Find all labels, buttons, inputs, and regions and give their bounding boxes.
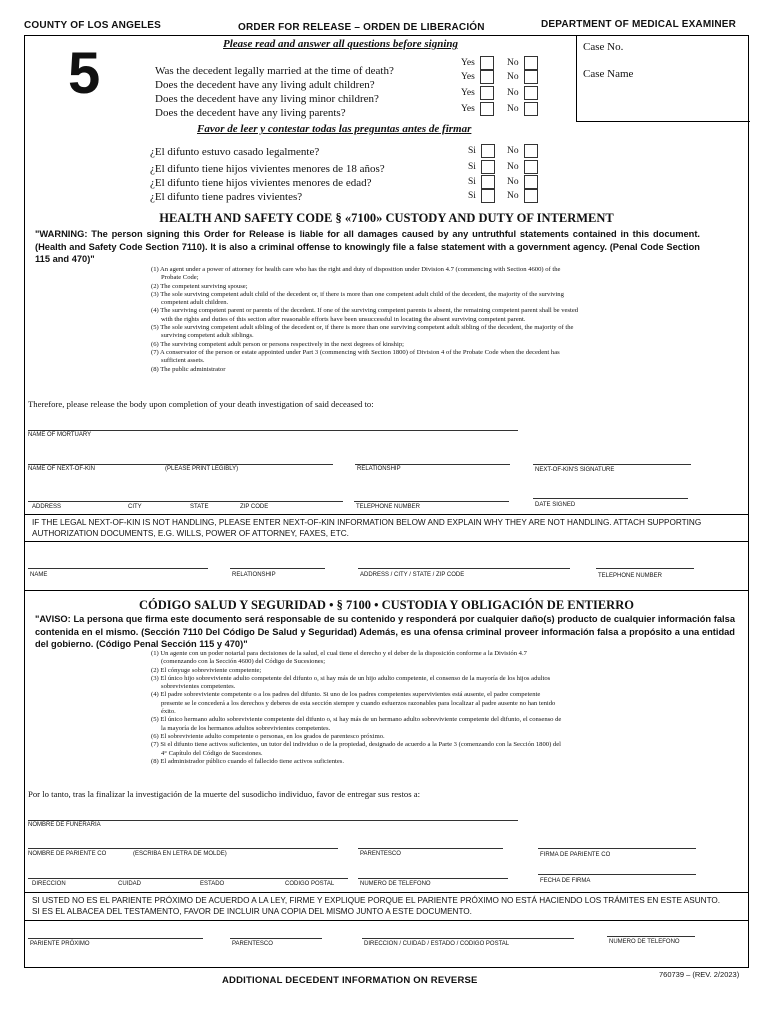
es-alt-name-label: PARIENTE PRÓXIMO <box>30 941 90 947</box>
en-q4-yes-checkbox[interactable] <box>480 102 494 116</box>
en-q3-no: No <box>507 86 538 100</box>
divider <box>24 590 749 591</box>
es-section-title: CÓDIGO SALUD Y SEGURIDAD • § 7100 • CUSTODIA Y OBLIGACIÓN DE ENTIERRO <box>139 598 634 612</box>
alt-name-line[interactable] <box>28 568 208 569</box>
en-warning: "WARNING: The person signing this Order for Release is liable for all damages caused by any untruthful statements contained in this document. (Health and Safety Code Section 7110). It is also a criminal offense to knowingly file a false statement with a government agency. (Penal Code Section 115 and 470)" <box>35 229 700 264</box>
en-q2-no-checkbox[interactable] <box>524 70 538 84</box>
es-nok-name-label: NOMBRE DE PARIENTE CO <box>28 851 107 857</box>
case-name-label: Case Name <box>583 68 634 80</box>
divider <box>24 514 749 515</box>
es-telephone-line[interactable] <box>358 878 508 879</box>
es-date-label: FECHA DE FIRMA <box>540 878 591 884</box>
alt-relationship-line[interactable] <box>230 568 325 569</box>
divider <box>24 541 749 542</box>
es-q4-no: No <box>507 189 538 203</box>
es-print-label: (ESCRIBA EN LETRA DE MOLDE) <box>133 851 227 857</box>
en-instruction: Please read and answer all questions before signing <box>223 38 458 50</box>
es-q1-yes-checkbox[interactable] <box>481 144 495 158</box>
es-list-item: (3) El único hijo sobreviviente adulto competente del difunto o, si hay más de un hijo adulto competente, el consenso de la mayoría de los hijos adultos sobrevivientes competentes. <box>151 674 551 691</box>
divider <box>24 920 749 921</box>
signature-label: NEXT-OF-KIN'S SIGNATURE <box>535 467 615 473</box>
es-question-1: ¿El difunto estuvo casado legalmente? <box>150 146 320 158</box>
es-alt-name-line[interactable] <box>28 938 203 939</box>
en-q4-no-checkbox[interactable] <box>524 102 538 116</box>
es-relationship-label: PARENTESCO <box>360 851 401 857</box>
en-question-4: Does the decedent have any living parents? <box>155 107 346 119</box>
nok-name-label: NAME OF NEXT-OF-KIN <box>28 466 96 472</box>
es-list-item: (2) El cónyuge sobreviviente competente; <box>151 666 262 674</box>
department-name: DEPARTMENT OF MEDICAL EXAMINER <box>541 19 737 30</box>
es-state-label: ESTADO <box>200 881 225 887</box>
es-q2-no: No <box>507 160 538 174</box>
county-name: COUNTY OF LOS ANGELES <box>24 20 161 31</box>
en-q4-yes: Yes <box>461 102 494 116</box>
es-mortuary-line[interactable] <box>28 820 518 821</box>
es-q2-yes-checkbox[interactable] <box>481 160 495 174</box>
es-question-4: ¿El difunto tiene padres vivientes? <box>150 191 303 203</box>
en-q3-yes-checkbox[interactable] <box>480 86 494 100</box>
en-q1-yes-checkbox[interactable] <box>480 56 494 70</box>
es-q4-no-checkbox[interactable] <box>524 189 538 203</box>
es-address-label: DIRECCION <box>32 881 66 887</box>
es-q2-yes: Si <box>468 160 495 174</box>
es-question-2: ¿El difunto tiene hijos vivientes menores de 18 años? <box>150 163 385 175</box>
alt-telephone-line[interactable] <box>596 568 694 569</box>
nok-name-line[interactable] <box>28 464 333 465</box>
es-q1-yes: Si <box>468 144 495 158</box>
en-list-item: (5) The sole surviving competent adult sibling of the decedent or, if there is more than one surviving competent adult sibling of the decedent, the majority of the surviving competent adult siblings. <box>151 324 574 340</box>
en-q1-no-checkbox[interactable] <box>524 56 538 70</box>
es-list-item: (7) Si el difunto tiene activos suficientes, un tutor del individuo o de la propiedad, designado de acuerdo a la Parte 3 (comenzando con la Sección 1800) del 4° Capítulo del Código de Sucesiones. <box>151 741 561 757</box>
es-telephone-label: NUMERO DE TELEFONO <box>360 881 431 887</box>
es-list-item: (6) El sobreviviente adulto competente o personas, en los grados de parentesco próximo. <box>151 732 385 740</box>
en-list-item: (7) A conservator of the person or estate appointed under Part 3 (commencing with Section 1800) of Division 4 of the Probate Code when the decedent has sufficient assets. <box>151 348 560 365</box>
en-list-item: (2) The competent surviving spouse; <box>151 282 248 290</box>
alt-address-label: ADDRESS / CITY / STATE / ZIP CODE <box>360 572 465 578</box>
alt-address-line[interactable] <box>358 568 570 569</box>
alt-name-label: NAME <box>30 572 48 578</box>
en-q2-yes: Yes <box>461 70 494 84</box>
address-label: ADDRESS <box>32 504 62 510</box>
en-q3-no-checkbox[interactable] <box>524 86 538 100</box>
zip-label: ZIP CODE <box>240 504 269 510</box>
en-not-handling-note: IF THE LEGAL NEXT-OF-KIN IS NOT HANDLING, PLEASE ENTER NEXT-OF-KIN INFORMATION BELOW AND EXPLAIN WHY THEY ARE NOT HANDLING. ATTACH SUPPORTING AUTHORIZATION DOCUMENTS, E.G. WILLS, POWER OF ATTORNEY, FAXES, ETC. <box>32 518 702 538</box>
form-number: 5 <box>68 41 101 106</box>
city-label: CITY <box>128 504 142 510</box>
es-q3-yes: Si <box>468 175 495 189</box>
en-list-item: (3) The sole surviving competent adult child of the decedent or, if there is more than one competent adult child of the decedent, the majority of the surviving competent adult children. <box>151 290 564 307</box>
es-mortuary-label: NOMBRE DE FUNERARIA <box>28 822 101 828</box>
en-list-item: (4) The surviving competent parent or parents of the decedent. If one of the surviving competent parents is absent, the remaining competent parent shall be vested with the rights and duties of this section after reasonable efforts have been unsuccessful in locating the absent surviving competent parent. <box>151 307 579 323</box>
es-signature-line[interactable] <box>538 848 696 849</box>
state-label: STATE <box>190 504 209 510</box>
en-q1-yes: Yes <box>461 56 494 70</box>
es-q1-no-checkbox[interactable] <box>524 144 538 158</box>
es-q3-yes-checkbox[interactable] <box>481 175 495 189</box>
en-q3-yes: Yes <box>461 86 494 100</box>
en-q4-no: No <box>507 102 538 116</box>
es-warning: "AVISO: La persona que firma este documento será responsable de su contenido y responderá por cualquier daño(s) producto de cualquier información falsa contenida en el mismo. (Sección 7110 Del Código De Salud y Seguridad) Además, es una ofensa criminal proveer información falsa a propósito a una entidad del gobierno. (Código Penal Sección 115 y 470)" <box>35 614 735 649</box>
relationship-line[interactable] <box>355 464 510 465</box>
es-list-item: (4) El padre sobreviviente competente o a los padres del difunto. Si uno de los padres competentes supervivientes está ausente, el padre competente presente se le concederá a los derechos y deberes de esta sección siempre y cuando esfuerzos razonables para localizar al padre ausente no han tenido éxito. <box>151 691 556 716</box>
telephone-label: TELEPHONE NUMBER <box>356 504 421 510</box>
es-city-label: CUIDAD <box>118 881 142 887</box>
es-q1-no: No <box>507 144 538 158</box>
form-code: 760739 – (REV. 2/2023) <box>659 970 740 979</box>
es-alt-address-line[interactable] <box>362 938 574 939</box>
mortuary-label: NAME OF MORTUARY <box>28 432 92 438</box>
es-list-item: (8) El administrador público cuando el fallecido tiene activos suficientes. <box>151 757 344 765</box>
address-line[interactable] <box>28 501 343 502</box>
es-date-line[interactable] <box>538 874 696 875</box>
es-priority-list <box>151 650 563 766</box>
es-q3-no: No <box>507 175 538 189</box>
es-not-handling-note: SI USTED NO ES EL PARIENTE PRÓXIMO DE ACUERDO A LA LEY, FIRME Y EXPLIQUE PORQUE EL PARIENTE PRÓXIMO NO ESTÁ HACIENDO LOS TRÁMITES EN ESTE ASUNTO. SI ES EL ALBACEA DEL TESTAMENTO, FAVOR DE INCLUIR UNA COPIA DEL MISMO JUNTO A ESTE DOCUMENTO. <box>32 896 721 916</box>
mortuary-line[interactable] <box>28 430 518 431</box>
es-list-item: (5) El único hermano adulto sobreviviente competente del difunto o, si hay más de un hermano adulto sobreviviente competente del difunto, el consenso de la mayoría de los hermanos adultos sobrevivientes competentes. <box>151 716 562 732</box>
signature-line[interactable] <box>533 464 691 465</box>
es-list-item: (1) Un agente con un poder notarial para decisiones de la salud, el cual tiene el derecho y el deber de la disposición conforme a la División 4.7 (comenzando con la Sección 4600) del Código de Sucesiones; <box>151 650 527 666</box>
es-alt-relationship-line[interactable] <box>230 938 322 939</box>
en-question-1: Was the decedent legally married at the time of death? <box>155 65 394 77</box>
reverse-note: ADDITIONAL DECEDENT INFORMATION ON REVERSE <box>222 975 478 986</box>
relationship-label: RELATIONSHIP <box>357 466 401 472</box>
alt-telephone-label: TELEPHONE NUMBER <box>598 573 663 579</box>
en-q1-no: No <box>507 56 538 70</box>
es-nok-name-line[interactable] <box>28 848 338 849</box>
en-question-3: Does the decedent have any living minor children? <box>155 93 379 105</box>
es-q3-no-checkbox[interactable] <box>524 175 538 189</box>
date-line[interactable] <box>533 498 688 499</box>
date-label: DATE SIGNED <box>535 502 576 508</box>
en-q2-yes-checkbox[interactable] <box>480 70 494 84</box>
es-question-3: ¿El difunto tiene hijos vivientes menores de edad? <box>150 177 372 189</box>
en-list-item: (1) An agent under a power of attorney for health care who has the right and duty of disposition under Division 4.7 (commencing with Section 4600) of the Probate Code; <box>151 266 561 282</box>
alt-relationship-label: RELATIONSHIP <box>232 572 276 578</box>
en-list-item: (6) The surviving competent adult person or persons respectively in the next degrees of kinship; <box>151 340 404 348</box>
es-alt-telephone-line[interactable] <box>607 936 695 937</box>
es-q2-no-checkbox[interactable] <box>524 160 538 174</box>
es-zip-label: CODIGO POSTAL <box>285 881 335 887</box>
es-q4-yes: Si <box>468 189 495 203</box>
es-signature-label: FIRMA DE PARIENTE CO <box>540 852 611 858</box>
es-q4-yes-checkbox[interactable] <box>481 189 495 203</box>
en-question-2: Does the decedent have any living adult children? <box>155 79 375 91</box>
en-therefore: Therefore, please release the body upon completion of your death investigation of said deceased to: <box>28 399 374 409</box>
case-box <box>576 36 750 122</box>
es-address-line[interactable] <box>28 878 348 879</box>
form-title: ORDER FOR RELEASE – ORDEN DE LIBERACIÓN <box>238 22 485 33</box>
es-therefore: Por lo tanto, tras la finalizar la investigación de la muerte del susodicho individuo, favor de entregar sus restos a: <box>28 789 421 799</box>
en-priority-list <box>151 266 579 374</box>
telephone-line[interactable] <box>354 501 509 502</box>
es-alt-address-label: DIRECCION / CUIDAD / ESTADO / CODIGO POSTAL <box>364 941 510 947</box>
es-relationship-line[interactable] <box>358 848 503 849</box>
print-legibly-label: (PLEASE PRINT LEGIBLY) <box>165 466 239 472</box>
es-alt-relationship-label: PARENTESCO <box>232 941 273 947</box>
en-list-item: (8) The public administrator <box>151 365 226 373</box>
es-instruction: Favor de leer y contestar todas las preguntas antes de firmar <box>197 123 472 135</box>
case-number-label: Case No. <box>583 41 624 53</box>
en-section-title: HEALTH AND SAFETY CODE § «7100» CUSTODY AND DUTY OF INTERMENT <box>159 211 614 225</box>
en-q2-no: No <box>507 70 538 84</box>
es-alt-telephone-label: NUMERO DE TELEFONO <box>609 939 680 945</box>
divider <box>24 892 749 893</box>
